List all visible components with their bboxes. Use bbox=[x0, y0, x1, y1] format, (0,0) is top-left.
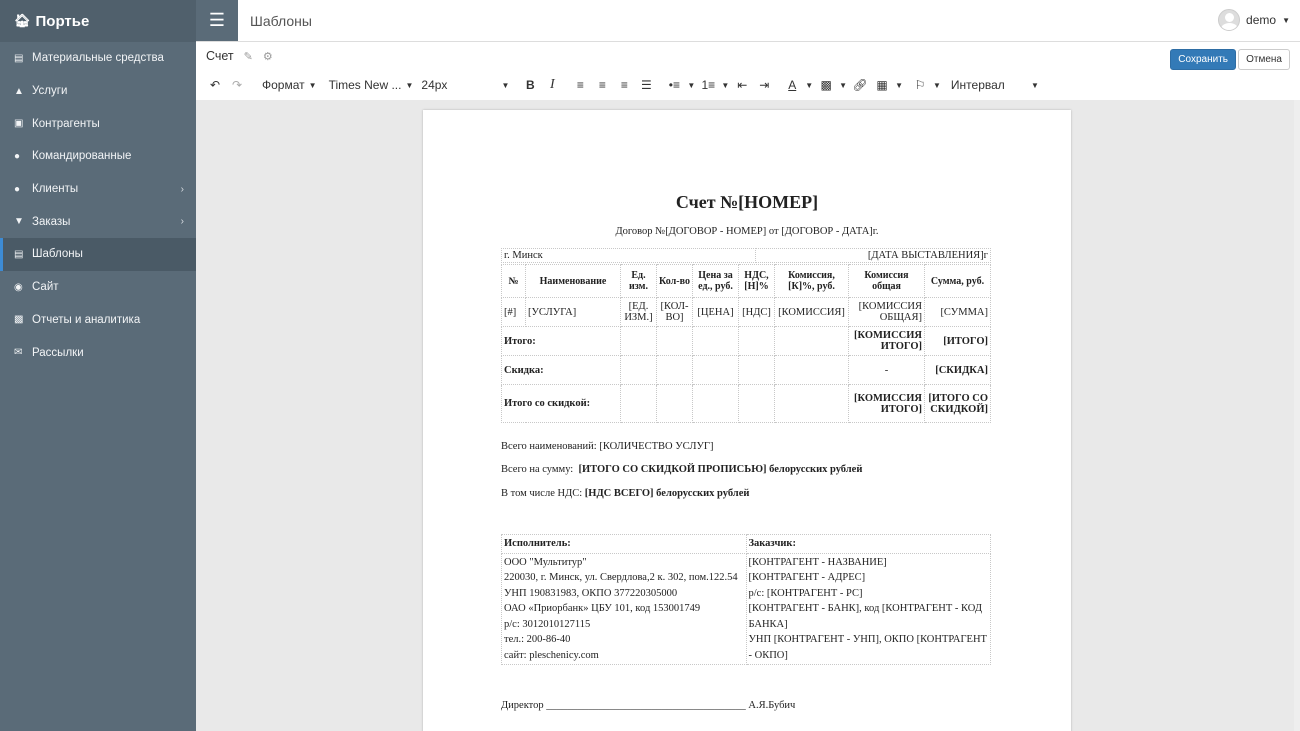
undo-icon[interactable]: ↶ bbox=[209, 78, 221, 92]
table-cell: [КОМИССИЯ] bbox=[775, 298, 849, 327]
caret-down-icon[interactable]: ▼ bbox=[721, 80, 730, 90]
home-icon: 🏠︎ bbox=[14, 13, 31, 28]
align-right-icon[interactable]: ≡ bbox=[620, 78, 628, 92]
save-button[interactable]: Сохранить bbox=[1170, 49, 1236, 70]
user-name: demo bbox=[1246, 13, 1277, 27]
total-discount-label: Итого со скидкой: bbox=[502, 385, 621, 423]
column-header: НДС, [Н]% bbox=[739, 265, 775, 298]
total-discount-sum: [ИТОГО СО СКИДКОЙ] bbox=[925, 385, 991, 423]
table-row bbox=[502, 298, 991, 327]
table-cell: [СУММА] bbox=[925, 298, 991, 327]
bell-icon: ▲ bbox=[14, 85, 24, 97]
format-label: Формат bbox=[262, 78, 305, 92]
globe-icon: ◉ bbox=[14, 281, 23, 293]
editor-workspace bbox=[196, 100, 1300, 731]
table-cell: [КОЛ-ВО] bbox=[657, 298, 693, 327]
bold-icon[interactable]: B bbox=[526, 78, 535, 92]
table-row bbox=[502, 327, 991, 356]
table-cell: [НДС] bbox=[739, 298, 775, 327]
sidebar-item-travelers[interactable] bbox=[0, 140, 196, 173]
editor-header bbox=[196, 42, 1300, 70]
user-menu[interactable] bbox=[1218, 9, 1290, 31]
executor-details: ООО "Мультитур" 220030, г. Минск, ул. Свердлова,2 к. 302, пом.122.54 УНП 190831983, ОКПО 377220305000 ОАО «Приорбанк» ЦБУ 101, код 153001749 р/с: 3012010127115 тел.: 200-86-40 сайт: pleschenicy.com bbox=[502, 553, 747, 665]
total-discount-commission: [КОМИССИЯ ИТОГО] bbox=[849, 385, 925, 423]
column-header: Ед. изм. bbox=[621, 265, 657, 298]
sidebar-item-label: Контрагенты bbox=[32, 117, 100, 130]
vat-line: В том числе НДС: [НДС ВСЕГО] белорусских рублей bbox=[501, 488, 750, 499]
brand-label: Портье bbox=[35, 12, 90, 30]
outdent-icon[interactable]: ⇤ bbox=[737, 78, 748, 92]
caret-down-icon: ▼ bbox=[501, 80, 510, 90]
parties-table bbox=[501, 534, 991, 665]
caret-down-icon[interactable]: ▼ bbox=[687, 80, 696, 90]
column-header: № bbox=[502, 265, 526, 298]
items-table bbox=[501, 264, 991, 423]
align-center-icon[interactable]: ≡ bbox=[598, 78, 606, 92]
document-name: Счет bbox=[206, 49, 234, 63]
column-header: Цена за ед., руб. bbox=[693, 265, 739, 298]
doc-icon: ▤ bbox=[14, 52, 24, 64]
city: г. Минск bbox=[502, 249, 756, 263]
total-commission: [КОМИССИЯ ИТОГО] bbox=[849, 327, 925, 356]
sum-line: Всего на сумму: [ИТОГО СО СКИДКОЙ ПРОПИСЬЮ] белорусских рублей bbox=[501, 464, 863, 475]
caret-down-icon[interactable]: ▼ bbox=[895, 80, 903, 90]
table-row bbox=[502, 356, 991, 385]
city-date-table bbox=[501, 248, 991, 263]
sidebar-item-contractors[interactable] bbox=[0, 107, 196, 140]
scrollbar[interactable] bbox=[1294, 100, 1300, 731]
indent-icon[interactable]: ⇥ bbox=[759, 78, 770, 92]
total-sum: [ИТОГО] bbox=[925, 327, 991, 356]
caret-down-icon: ▼ bbox=[405, 80, 414, 90]
format-dropdown[interactable] bbox=[258, 73, 321, 97]
issue-date: [ДАТА ВЫСТАВЛЕНИЯ]г bbox=[756, 249, 991, 263]
total-label: Итого: bbox=[502, 327, 621, 356]
column-header: Комиссия общая bbox=[849, 265, 925, 298]
sidebar-item-label: Клиенты bbox=[32, 183, 79, 196]
chevron-right-icon: › bbox=[180, 216, 184, 228]
sidebar-item-label: Отчеты и аналитика bbox=[32, 313, 141, 326]
background-color-icon[interactable]: ▩ bbox=[820, 78, 832, 92]
sidebar-item-label: Рассылки bbox=[32, 346, 84, 359]
discount-commission: - bbox=[849, 356, 925, 385]
car-icon: ● bbox=[14, 150, 21, 162]
discount-label: Скидка: bbox=[502, 356, 621, 385]
interval-label: Интервал bbox=[950, 78, 1005, 92]
sidebar-item-label: Шаблоны bbox=[32, 248, 83, 261]
briefcase-icon: ▣ bbox=[14, 118, 24, 130]
contract-line: Договор №[ДОГОВОР - НОМЕР] от [ДОГОВОР - ДАТА]г. bbox=[615, 226, 879, 237]
items-count-line: Всего наименований: [КОЛИЧЕСТВО УСЛУГ] bbox=[501, 441, 714, 452]
settings-icon[interactable]: ⚙ bbox=[262, 50, 273, 63]
text-color-icon[interactable]: A bbox=[788, 78, 797, 92]
caret-down-icon: ▼ bbox=[308, 80, 317, 90]
column-header: Кол-во bbox=[657, 265, 693, 298]
document-page[interactable] bbox=[423, 110, 1071, 731]
sidebar-item-services[interactable] bbox=[0, 75, 196, 108]
table-cell: [ЦЕНА] bbox=[693, 298, 739, 327]
discount-sum: [СКИДКА] bbox=[925, 356, 991, 385]
users-icon: ● bbox=[14, 183, 21, 195]
customer-details: [КОНТРАГЕНТ - НАЗВАНИЕ] [КОНТРАГЕНТ - АДРЕС] р/с: [КОНТРАГЕНТ - РС] [КОНТРАГЕНТ - БАНК], код [КОНТРАГЕНТ - КОД БАНКА] УНП [КОНТРАГЕНТ - УНП], ОКПО [КОНТРАГЕНТ - ОКПО] bbox=[746, 553, 991, 665]
numbered-list-icon[interactable]: 1≡ bbox=[701, 78, 716, 92]
font-size-label: 24px bbox=[421, 78, 448, 92]
table-cell: [УСЛУГА] bbox=[526, 298, 621, 327]
sidebar-item-label: Услуги bbox=[32, 85, 68, 98]
executor-label: Исполнитель: bbox=[502, 535, 747, 554]
sidebar-item-mailings[interactable] bbox=[0, 336, 196, 369]
sidebar-item-site[interactable] bbox=[0, 271, 196, 304]
redo-icon[interactable]: ↷ bbox=[231, 78, 243, 92]
table-header-row bbox=[502, 265, 991, 298]
table-icon[interactable]: ▦ bbox=[876, 78, 888, 92]
font-dropdown[interactable] bbox=[325, 73, 418, 97]
font-label: Times New ... bbox=[328, 78, 402, 92]
sidebar bbox=[0, 0, 196, 731]
interval-dropdown[interactable] bbox=[947, 73, 1043, 97]
table-cell: [ЕД. ИЗМ.] bbox=[621, 298, 657, 327]
font-size-dropdown[interactable] bbox=[417, 73, 513, 97]
align-justify-icon[interactable]: ☰ bbox=[641, 78, 652, 92]
italic-icon[interactable]: I bbox=[550, 77, 555, 92]
cancel-button[interactable]: Отмена bbox=[1238, 49, 1290, 70]
invoice-title: Счет №[НОМЕР] bbox=[675, 192, 819, 212]
caret-down-icon: ▼ bbox=[1031, 80, 1039, 90]
align-left-icon[interactable]: ≡ bbox=[576, 78, 584, 92]
sidebar-item-reports[interactable] bbox=[0, 304, 196, 337]
sidebar-item-orders[interactable] bbox=[0, 205, 196, 238]
envelope-icon: ✉ bbox=[14, 347, 23, 359]
table-cell: [КОМИССИЯ ОБЩАЯ] bbox=[849, 298, 925, 327]
chart-icon: ▩ bbox=[14, 314, 24, 326]
link-icon[interactable]: 🔗︎ bbox=[852, 78, 868, 92]
page-title: Шаблоны bbox=[250, 12, 312, 29]
sidebar-item-material[interactable] bbox=[0, 42, 196, 75]
file-icon: ▤ bbox=[14, 248, 24, 260]
brand[interactable] bbox=[0, 0, 196, 42]
sidebar-nav bbox=[0, 42, 196, 369]
signature-line: Директор ______________________________________ А.Я.Бубич bbox=[501, 700, 796, 711]
cart-icon: ▼ bbox=[14, 216, 24, 228]
chevron-right-icon: › bbox=[180, 183, 184, 195]
sidebar-item-clients[interactable] bbox=[0, 173, 196, 206]
caret-down-icon[interactable]: ▼ bbox=[933, 80, 941, 90]
bullet-list-icon[interactable]: •≡ bbox=[668, 78, 680, 92]
sidebar-item-label: Командированные bbox=[32, 150, 132, 163]
sidebar-item-templates[interactable] bbox=[0, 238, 196, 271]
column-header: Комиссия, [К]%, руб. bbox=[775, 265, 849, 298]
column-header: Сумма, руб. bbox=[925, 265, 991, 298]
sidebar-item-label: Заказы bbox=[32, 215, 71, 228]
caret-down-icon[interactable]: ▼ bbox=[839, 80, 848, 90]
sidebar-item-label: Материальные средства bbox=[32, 52, 164, 65]
avatar bbox=[1218, 9, 1240, 31]
customer-label: Заказчик: bbox=[746, 535, 991, 554]
pencil-icon[interactable]: ✎ bbox=[243, 50, 253, 63]
caret-down-icon[interactable]: ▼ bbox=[805, 80, 814, 90]
menu-toggle-icon[interactable]: ☰ bbox=[196, 0, 238, 41]
table-row bbox=[502, 385, 991, 423]
table-cell: [#] bbox=[502, 298, 526, 327]
top-header bbox=[196, 0, 1300, 42]
bookmark-icon[interactable]: ⚐ bbox=[914, 78, 926, 92]
column-header: Наименование bbox=[526, 265, 621, 298]
sidebar-item-label: Сайт bbox=[32, 281, 59, 294]
caret-down-icon: ▼ bbox=[1282, 15, 1290, 25]
editor-toolbar bbox=[196, 70, 1300, 100]
